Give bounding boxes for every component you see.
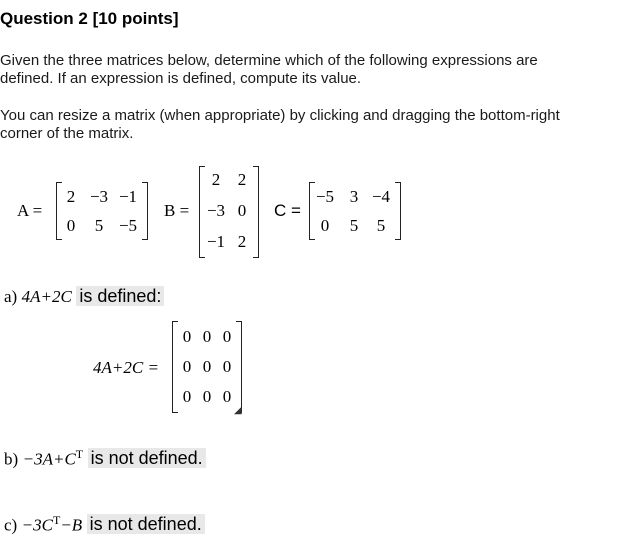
matrix-b-cell: 0 (237, 201, 247, 220)
matrix-a-cell: 0 (66, 216, 76, 235)
matrix-c-cell: 0 (320, 216, 330, 235)
matrix-a-label: A = (17, 201, 43, 220)
matrix-b-cell: −3 (206, 201, 226, 220)
matrix-b-cell: 2 (237, 232, 247, 251)
part-a-expression: 4A+2C (21, 287, 72, 306)
matrix-b-cell: 2 (211, 170, 221, 189)
transpose-superscript: T (75, 447, 84, 461)
right-bracket (253, 166, 259, 258)
right-bracket (395, 182, 401, 240)
matrix-c-cell: −5 (315, 187, 335, 206)
answer-cell-input[interactable]: 0 (202, 387, 212, 406)
matrix-a-cell: −5 (118, 216, 138, 235)
answer-a-matrix[interactable] (172, 321, 242, 416)
answer-cell-input[interactable]: 0 (222, 357, 232, 376)
matrix-c-cell: 5 (376, 216, 386, 235)
answer-cell-input[interactable]: 0 (202, 357, 212, 376)
part-a-status: is defined: (76, 286, 164, 306)
part-c-prefix: c) (4, 515, 18, 535)
matrix-a-cell: −1 (118, 187, 138, 206)
answer-cell-input[interactable]: 0 (182, 357, 192, 376)
part-a (4, 286, 164, 307)
matrix-b (199, 166, 259, 258)
matrix-c (309, 182, 401, 240)
answer-cell-input[interactable]: 0 (222, 327, 232, 346)
matrix-c-cell: 5 (349, 216, 359, 235)
matrix-b-cell: 2 (237, 170, 247, 189)
matrix-b-cell: −1 (206, 232, 226, 251)
part-b-prefix: b) (4, 449, 19, 469)
right-bracket (236, 321, 242, 413)
matrix-a-cell: 2 (66, 187, 76, 206)
part-b-status: is not defined. (88, 448, 206, 468)
answer-cell-input[interactable]: 0 (222, 387, 232, 406)
matrix-a (56, 182, 148, 240)
part-c (4, 513, 205, 535)
question-title: Question 2 [10 points] (0, 9, 179, 28)
part-c-expression-tail: −B (60, 515, 83, 535)
answer-cell-input[interactable]: 0 (202, 327, 212, 346)
answer-a-label: 4A+2C = (93, 358, 159, 377)
answer-cell-input[interactable]: 0 (182, 327, 192, 346)
matrix-c-label: C = (274, 201, 301, 220)
transpose-superscript: T (52, 513, 61, 527)
resize-instructions: You can resize a matrix (when appropriate) by clicking and dragging the bottom-right corner of the matrix. (0, 107, 560, 142)
answer-cell-input[interactable]: 0 (182, 387, 192, 406)
matrix-c-cell: 3 (349, 187, 359, 206)
part-b (4, 447, 206, 469)
right-bracket (142, 182, 148, 240)
part-b-expression: −3A+C (22, 449, 76, 469)
matrix-a-cell: −3 (89, 187, 109, 206)
matrix-c-cell: −4 (371, 187, 391, 206)
part-c-status: is not defined. (87, 514, 205, 534)
resize-handle-icon[interactable]: ◢ (234, 405, 242, 416)
part-c-expression: −3C (21, 515, 53, 535)
part-a-prefix: a) (4, 287, 18, 306)
matrix-b-label: B = (164, 201, 190, 220)
intro-text: Given the three matrices below, determine which of the following expressions are defined. If an expression is defined, compute its value. (0, 52, 538, 87)
matrix-a-cell: 5 (94, 216, 104, 235)
